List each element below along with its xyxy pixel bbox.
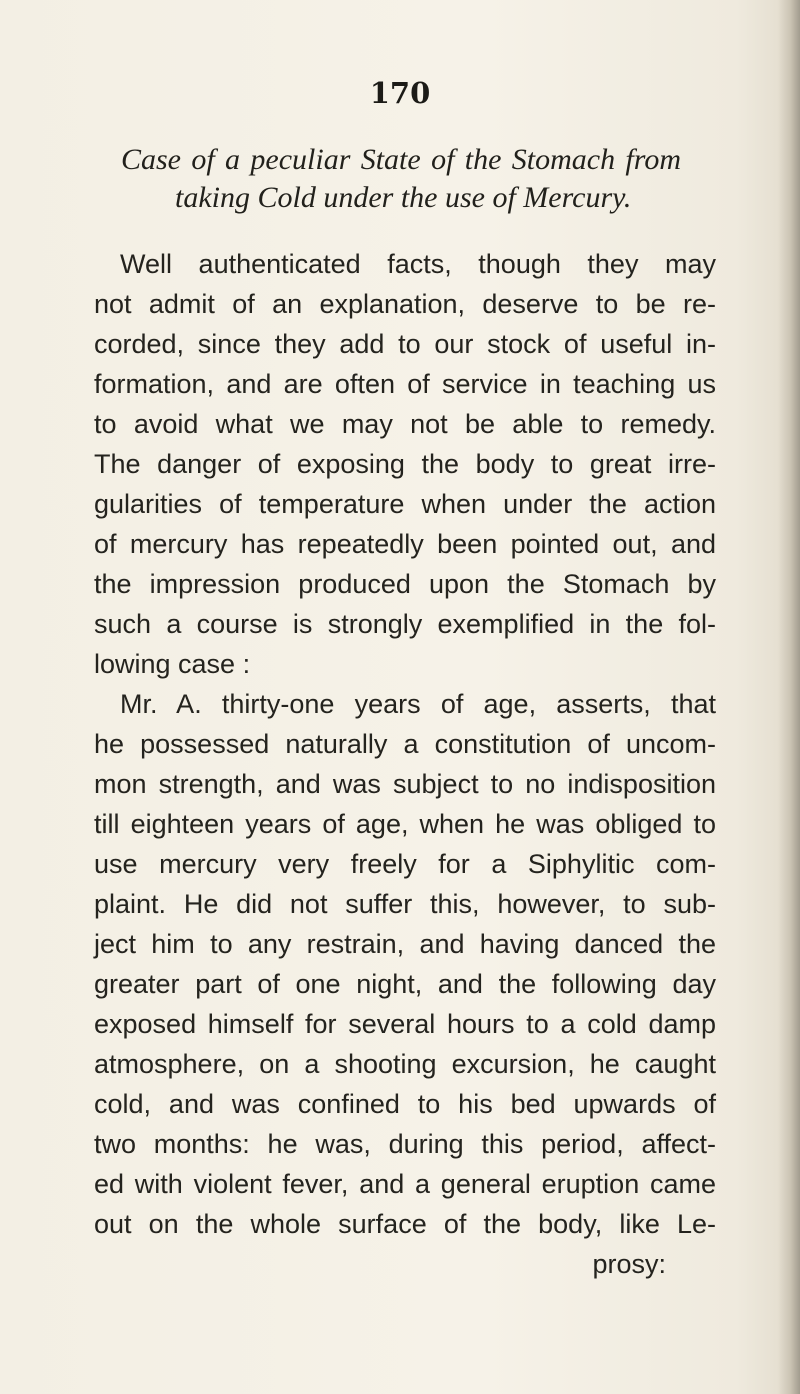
title-line-2: taking Cold under the use of Mercury. bbox=[175, 181, 632, 214]
body-line: cold, and was confined to his bed upwards of bbox=[94, 1089, 716, 1119]
body-line: gularities of temperature when under the action bbox=[94, 489, 716, 519]
body-line: corded, since they add to our stock of useful in- bbox=[94, 329, 716, 359]
body-line: two months: he was, during this period, affect- bbox=[94, 1129, 716, 1159]
body-line: mon strength, and was subject to no indisposition bbox=[94, 769, 716, 799]
title-line-1: Case of a peculiar State of the Stomach from bbox=[121, 143, 681, 176]
page-number: 170 bbox=[369, 76, 431, 110]
body-line: not admit of an explanation, deserve to be re- bbox=[94, 289, 716, 319]
body-line: of mercury has repeatedly been pointed out, and bbox=[94, 529, 716, 559]
body-line: atmosphere, on a shooting excursion, he caught bbox=[94, 1049, 716, 1079]
body-line: Well authenticated facts, though they may bbox=[120, 249, 716, 279]
body-line: the impression produced upon the Stomach by bbox=[94, 569, 716, 599]
body-line: The danger of exposing the body to great irre- bbox=[94, 449, 716, 479]
body-line: use mercury very freely for a Siphylitic com- bbox=[94, 849, 716, 879]
catchword: prosy: bbox=[592, 1249, 666, 1279]
body-line: out on the whole surface of the body, like Le- bbox=[94, 1209, 716, 1239]
body-line: he possessed naturally a constitution of uncom- bbox=[94, 729, 716, 759]
body-line: exposed himself for several hours to a cold damp bbox=[94, 1009, 716, 1039]
body-line: ed with violent fever, and a general eruption came bbox=[94, 1169, 716, 1199]
body-line: Mr. A. thirty-one years of age, asserts, that bbox=[120, 689, 716, 719]
page-edge-shadow bbox=[778, 0, 800, 1394]
body-line: greater part of one night, and the following day bbox=[94, 969, 716, 999]
body-line: to avoid what we may not be able to remedy. bbox=[94, 409, 716, 439]
body-line: such a course is strongly exemplified in the fol- bbox=[94, 609, 716, 639]
body-line: ject him to any restrain, and having danced the bbox=[94, 929, 716, 959]
body-line: till eighteen years of age, when he was obliged to bbox=[94, 809, 716, 839]
body-line: formation, and are often of service in teaching us bbox=[94, 369, 716, 399]
body-line: plaint. He did not suffer this, however, to sub- bbox=[94, 889, 716, 919]
body-line: lowing case : bbox=[94, 649, 251, 679]
